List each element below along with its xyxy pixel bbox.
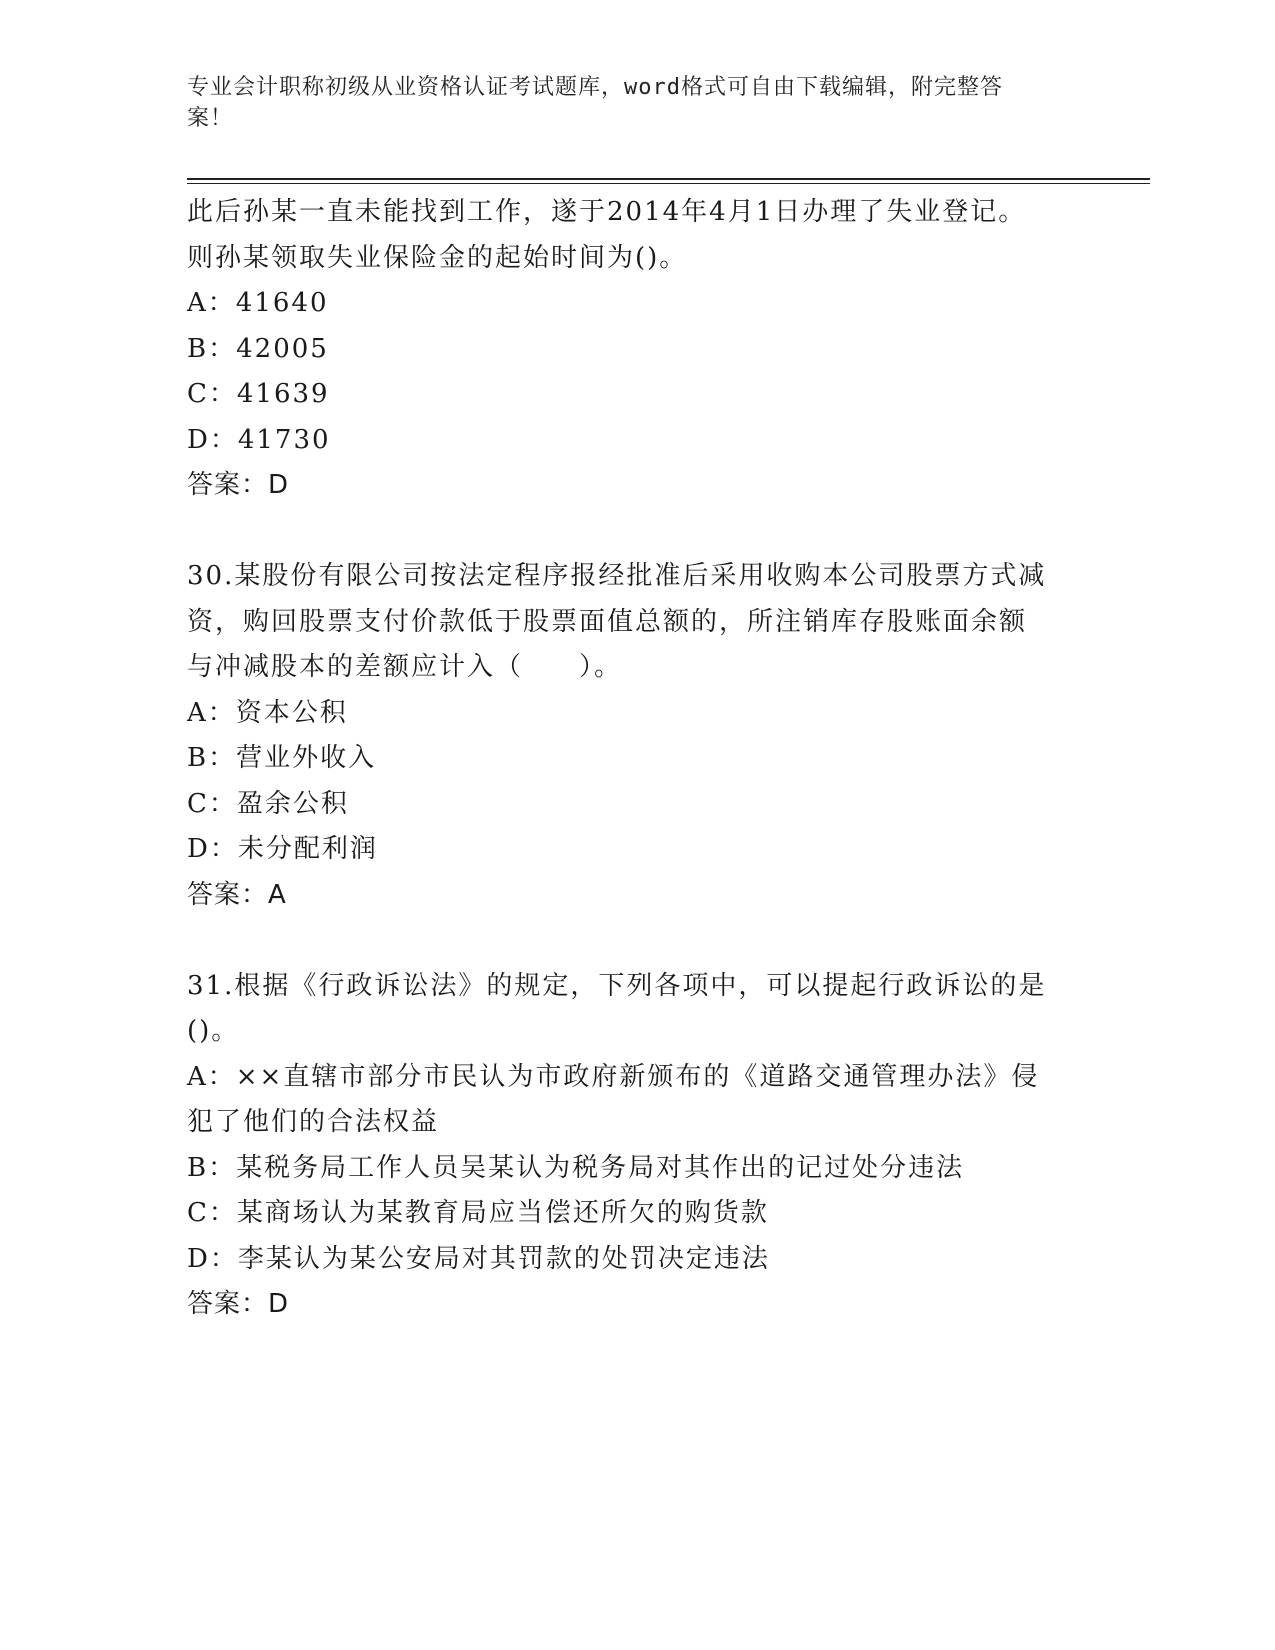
option-d: D：41730	[187, 424, 331, 455]
question-30	[187, 554, 1067, 918]
question-spacer	[187, 509, 1067, 555]
option-b: B：营业外收入	[187, 743, 377, 773]
header-line-2: 案！	[187, 106, 234, 131]
option-c: C：盈余公积	[187, 788, 349, 819]
option-d: D：未分配利润	[187, 834, 378, 864]
question-list	[187, 190, 1067, 1328]
question-stem-line: 资，购回股票支付价款低于股票面值总额的，所注销库存股账面余额	[187, 606, 1028, 637]
question-stem-line: ()。	[187, 1016, 240, 1046]
option-c: C：某商场认为某教育局应当偿还所欠的购货款	[187, 1198, 769, 1228]
answer-label: 答案：D	[187, 470, 290, 500]
header-line-1: 专业会计职称初级从业资格认证考试题库，word格式可自由下载编辑，附完整答	[187, 75, 1003, 100]
header-rule-thin	[187, 183, 1150, 184]
answer-label: 答案：A	[187, 879, 287, 910]
option-a: A：××直辖市部分市民认为市政府新颁布的《道路交通管理办法》侵	[187, 1061, 1040, 1092]
question-stem-line: 则孙某领取失业保险金的起始时间为()。	[187, 242, 688, 273]
option-a-continued: 犯了他们的合法权益	[187, 1107, 440, 1137]
option-b: B：42005	[187, 333, 329, 364]
question-spacer	[187, 918, 1067, 964]
option-a: A：41640	[187, 288, 329, 318]
question-stem-line: 此后孙某一直未能找到工作，遂于2014年4月1日办理了失业登记。	[187, 197, 1027, 227]
option-c: C：41639	[187, 379, 330, 409]
question-29	[187, 190, 1067, 509]
option-d: D：李某认为某公安局对其罚款的处罚决定违法	[187, 1243, 770, 1274]
option-b: B：某税务局工作人员吴某认为税务局对其作出的记过处分违法	[187, 1152, 965, 1183]
question-stem-line: 31.根据《行政诉讼法》的规定，下列各项中，可以提起行政诉讼的是	[187, 970, 1047, 1001]
question-31	[187, 964, 1067, 1328]
header-rule-thick	[187, 178, 1150, 180]
answer-label: 答案：D	[187, 1289, 290, 1319]
page-header	[187, 72, 1067, 134]
question-stem-line: 与冲减股本的差额应计入（ ）。	[187, 652, 623, 682]
question-stem-line: 30.某股份有限公司按法定程序报经批准后采用收购本公司股票方式减	[187, 561, 1047, 591]
option-a: A：资本公积	[187, 697, 348, 728]
